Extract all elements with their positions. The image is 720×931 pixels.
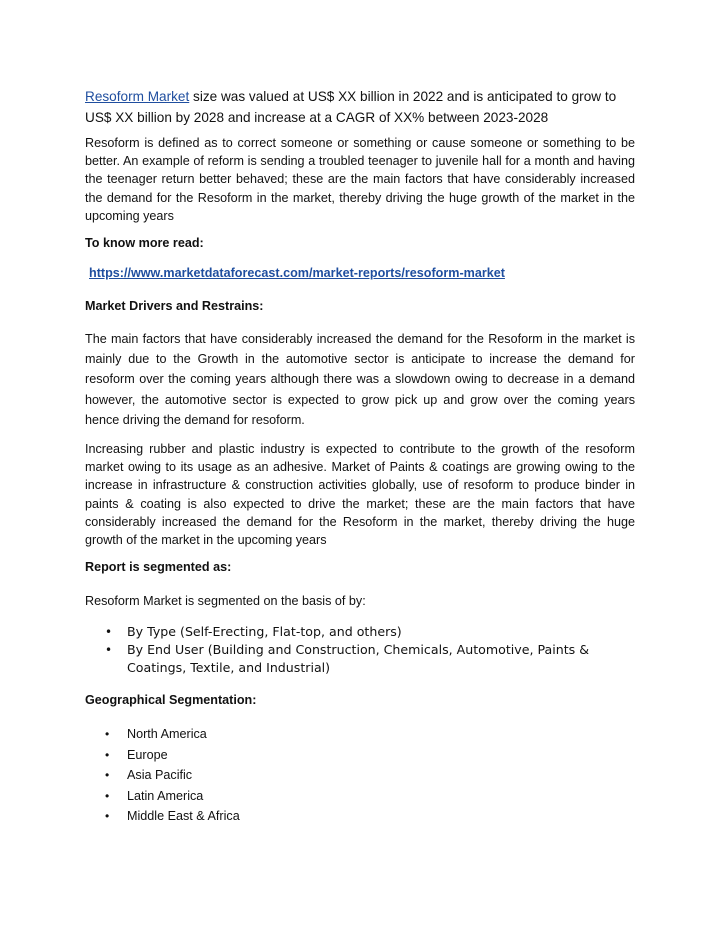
bullet-icon: •: [105, 788, 110, 803]
segmented-heading: Report is segmented as:: [85, 560, 232, 574]
geo-heading: Geographical Segmentation:: [85, 693, 257, 707]
report-url-link[interactable]: https://www.marketdataforecast.com/market-reports/resoform-market: [89, 266, 505, 280]
drivers-paragraph-2: Increasing rubber and plastic industry is expected to contribute to the growth of the resoform market owing to its usage as an adhesive. Market of Paints & coatings are growing owing to the increase in infrastructure & construction activities globally, use of resoform to produce binder in paints & coating is also expected to drive the market; these are the main factors that have considerably increased the demand for the Resoform in the market, thereby driving the huge growth of the market in the upcoming years: [85, 442, 635, 548]
drivers-paragraph-1: The main factors that have considerably increased the demand for the Resoform in the market is mainly due to the Growth in the automotive sector is anticipate to increase the demand for resoform over the coming years although there was a slowdown owing to decrease in a demand however, the automotive sector is expected to grow pick up and grow over the coming years hence driving the demand for resoform.: [85, 332, 635, 427]
bullet-icon: •: [105, 809, 110, 823]
list-item: • By Type (Self-Erecting, Flat-top, and others): [105, 624, 402, 639]
segmented-intro: Resoform Market is segmented on the basis of by:: [85, 594, 366, 608]
headline: [85, 86, 635, 128]
bullet-icon: •: [105, 625, 113, 639]
list-item: • North America: [85, 724, 635, 745]
list-item: • By End User (Building and Construction, Chemicals, Automotive, Paints & Coatings, Textile, and Industrial): [105, 642, 590, 675]
know-more-heading: To know more read:: [85, 236, 204, 250]
list-item: • Latin America: [85, 786, 635, 807]
bullet-icon: •: [105, 768, 110, 782]
bullet-icon: •: [105, 643, 113, 657]
list-item: • Middle East & Africa: [85, 806, 635, 827]
segments-list: [85, 623, 635, 677]
headline-text: size was valued at US$ XX billion in 2022 and is anticipated to grow to US$ XX billion by 2028 and increase at a CAGR of XX% between 2023-2028: [85, 89, 617, 125]
bullet-icon: •: [105, 727, 110, 741]
list-item: • Asia Pacific: [85, 765, 635, 786]
intro-paragraph: Resoform is defined as to correct someone or something or cause someone or something to be better. An example of reform is sending a troubled teenager to juvenile hall for a month and having the teenager return better behaved; these are the main factors that have considerably increased the demand for the Resoform in the market, thereby driving the huge growth of the market in the upcoming years: [85, 136, 635, 223]
bullet-icon: •: [105, 747, 110, 762]
list-item: • Europe: [85, 745, 635, 766]
drivers-heading: Market Drivers and Restrains:: [85, 299, 264, 313]
resoform-market-link[interactable]: Resoform Market: [85, 89, 190, 104]
regions-list: [85, 724, 635, 827]
